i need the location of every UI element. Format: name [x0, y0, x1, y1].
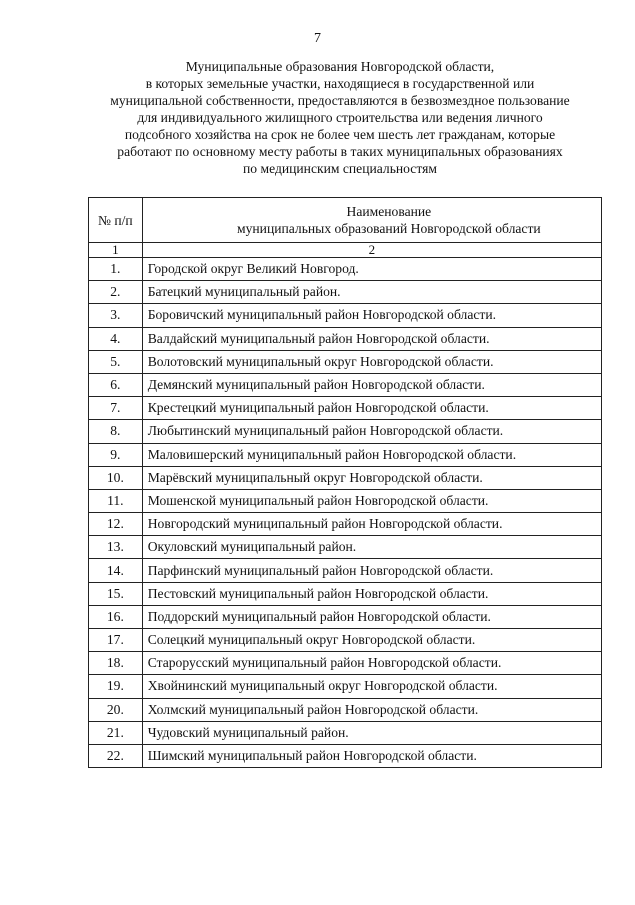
municipality-name: Крестецкий муниципальный район Новгородской области.	[142, 397, 601, 420]
row-number: 20.	[89, 698, 143, 721]
table-row	[89, 675, 602, 698]
title-line: Муниципальные образования Новгородской области,	[185, 59, 495, 74]
municipality-name: Демянский муниципальный район Новгородской области.	[142, 373, 601, 396]
row-number: 4.	[89, 327, 143, 350]
header-number: № п/п	[89, 198, 143, 243]
table-row	[89, 721, 602, 744]
table-row	[89, 489, 602, 512]
municipality-name: Чудовский муниципальный район.	[142, 721, 601, 744]
row-number: 13.	[89, 536, 143, 559]
page-number: 7	[314, 31, 321, 46]
table-row	[89, 629, 602, 652]
row-number: 14.	[89, 559, 143, 582]
municipality-name: Шимский муниципальный район Новгородской области.	[142, 744, 601, 767]
table-body	[89, 258, 602, 768]
municipality-name: Любытинский муниципальный район Новгородской области.	[142, 420, 601, 443]
table-row	[89, 513, 602, 536]
row-number: 3.	[89, 304, 143, 327]
municipality-name: Городской округ Великий Новгород.	[142, 258, 601, 281]
table-row	[89, 420, 602, 443]
title-line: подсобного хозяйства на срок не более чем шесть лет гражданам, которые	[124, 127, 556, 142]
table-row	[89, 698, 602, 721]
row-number: 5.	[89, 350, 143, 373]
municipality-name: Новгородский муниципальный район Новгородской области.	[142, 513, 601, 536]
column-index-row	[89, 243, 602, 258]
municipality-name: Мошенской муниципальный район Новгородской области.	[142, 489, 601, 512]
title-line: в которых земельные участки, находящиеся в государственной или	[145, 76, 535, 91]
table-row	[89, 304, 602, 327]
document-title	[70, 58, 610, 177]
municipality-name: Боровичский муниципальный район Новгородской области.	[142, 304, 601, 327]
row-number: 18.	[89, 652, 143, 675]
table-row	[89, 466, 602, 489]
row-number: 7.	[89, 397, 143, 420]
title-line: для индивидуального жилищного строительства или ведения личного	[137, 110, 543, 125]
municipality-name: Солецкий муниципальный округ Новгородской области.	[142, 629, 601, 652]
table-row	[89, 350, 602, 373]
header-name	[142, 198, 601, 243]
table-row	[89, 536, 602, 559]
table-header-row	[89, 198, 602, 243]
row-number: 15.	[89, 582, 143, 605]
table-row	[89, 559, 602, 582]
municipality-name: Волотовский муниципальный округ Новгородской области.	[142, 350, 601, 373]
row-number: 12.	[89, 513, 143, 536]
row-number: 2.	[89, 281, 143, 304]
header-name-line2: муниципальных образований Новгородской области	[237, 221, 541, 236]
row-number: 9.	[89, 443, 143, 466]
header-name-line1: Наименование	[346, 204, 432, 219]
municipality-name: Пестовский муниципальный район Новгородской области.	[142, 582, 601, 605]
row-number: 21.	[89, 721, 143, 744]
title-line: работают по основному месту работы в таких муниципальных образованиях	[117, 144, 563, 159]
municipalities-table	[88, 197, 602, 768]
row-number: 8.	[89, 420, 143, 443]
table-row	[89, 258, 602, 281]
row-number: 17.	[89, 629, 143, 652]
row-number: 22.	[89, 744, 143, 767]
municipality-name: Парфинский муниципальный район Новгородской области.	[142, 559, 601, 582]
row-number: 1.	[89, 258, 143, 281]
row-number: 6.	[89, 373, 143, 396]
row-number: 10.	[89, 466, 143, 489]
table-row	[89, 605, 602, 628]
municipality-name: Старорусский муниципальный район Новгородской области.	[142, 652, 601, 675]
municipality-name: Валдайский муниципальный район Новгородской области.	[142, 327, 601, 350]
column-index-1: 1	[89, 243, 143, 258]
municipality-name: Поддорский муниципальный район Новгородской области.	[142, 605, 601, 628]
table-row	[89, 397, 602, 420]
column-index-2: 2	[142, 243, 601, 258]
municipality-name: Окуловский муниципальный район.	[142, 536, 601, 559]
table-row	[89, 443, 602, 466]
row-number: 11.	[89, 489, 143, 512]
municipality-name: Марёвский муниципальный округ Новгородской области.	[142, 466, 601, 489]
table-row	[89, 373, 602, 396]
row-number: 19.	[89, 675, 143, 698]
municipality-name: Холмский муниципальный район Новгородской области.	[142, 698, 601, 721]
table-row	[89, 652, 602, 675]
municipality-name: Батецкий муниципальный район.	[142, 281, 601, 304]
table-row	[89, 582, 602, 605]
table-row	[89, 744, 602, 767]
municipality-name: Хвойнинский муниципальный округ Новгородской области.	[142, 675, 601, 698]
row-number: 16.	[89, 605, 143, 628]
title-line: по медицинским специальностям	[243, 161, 437, 176]
table-row	[89, 281, 602, 304]
title-line: муниципальной собственности, предоставляются в безвозмездное пользование	[110, 93, 570, 108]
table-row	[89, 327, 602, 350]
municipality-name: Маловишерский муниципальный район Новгородской области.	[142, 443, 601, 466]
